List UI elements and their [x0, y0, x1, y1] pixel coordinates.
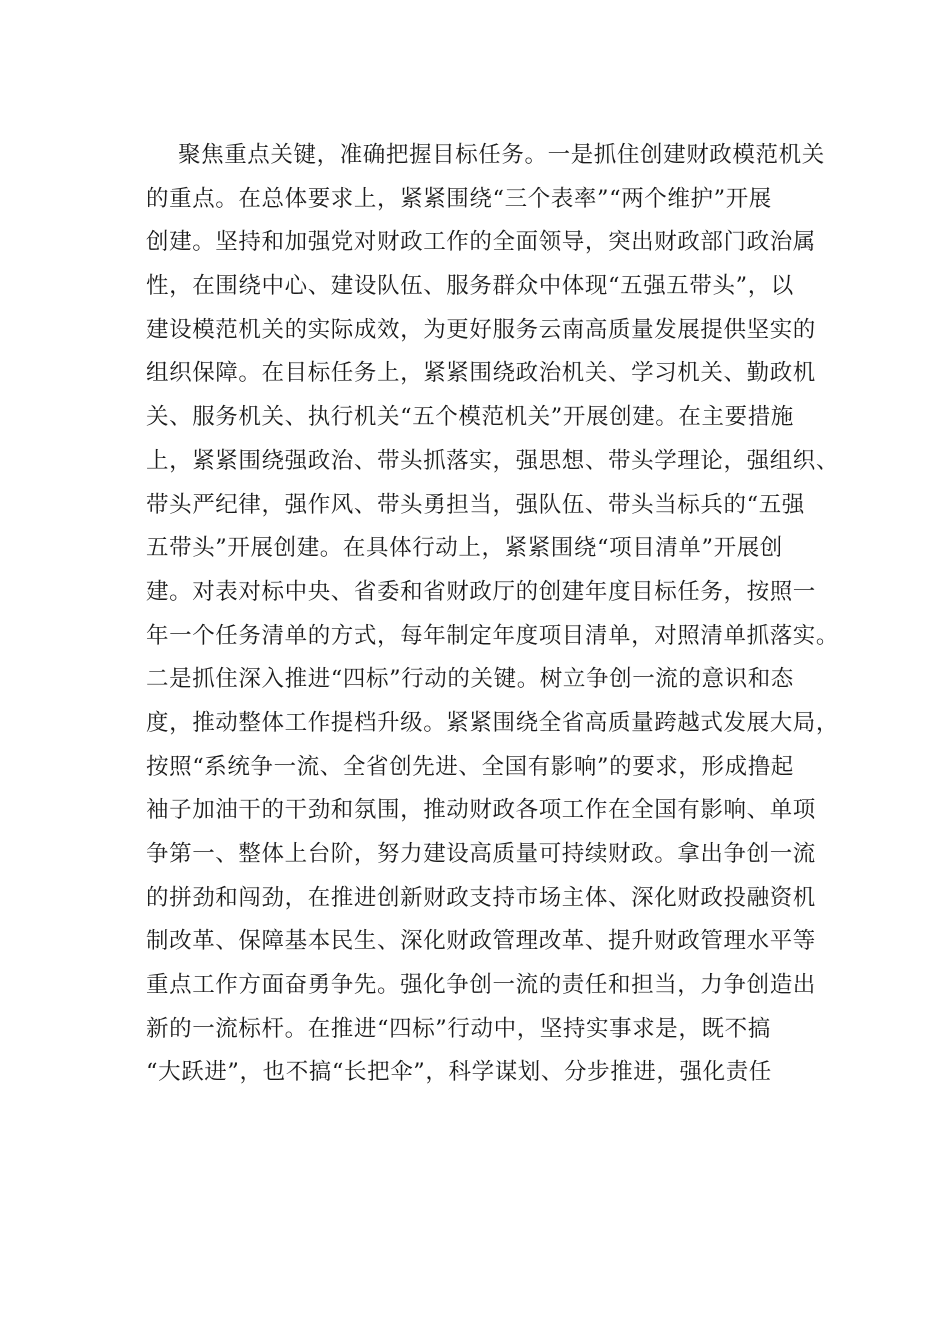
paragraph-line: 重点工作方面奋勇争先。强化争创一流的责任和担当，力争创造出	[146, 972, 816, 999]
paragraph-line: 新的一流标杆。在推进“四标”行动中，坚持实事求是，既不搞	[146, 1015, 771, 1042]
paragraph-line: 按照“系统争一流、全省创先进、全国有影响”的要求，形成撸起	[146, 753, 794, 780]
paragraph-line: 聚焦重点关键，准确把握目标任务。一是抓住创建财政模范机关	[178, 142, 825, 168]
paragraph-line: 年一个任务清单的方式，每年制定年度项目清单，对照清单抓落实。	[146, 622, 840, 649]
paragraph-line: 创建。坚持和加强党对财政工作的全面领导，突出财政部门政治属	[146, 229, 816, 256]
paragraph-line: 度，推动整体工作提档升级。紧紧围绕全省高质量跨越式发展大局，	[146, 709, 840, 736]
body-paragraph	[146, 134, 840, 1095]
paragraph-line: 二是抓住深入推进“四标”行动的关键。树立争创一流的意识和态	[146, 666, 794, 693]
paragraph-line: 性，在围绕中心、建设队伍、服务群众中体现“五强五带头”，以	[146, 273, 794, 300]
paragraph-line: 上，紧紧围绕强政治、带头抓落实，强思想、带头学理论，强组织、	[146, 447, 840, 474]
paragraph-line: 制改革、保障基本民生、深化财政管理改革、提升财政管理水平等	[146, 928, 816, 955]
paragraph-line: 建设模范机关的实际成效，为更好服务云南高质量发展提供坚实的	[146, 316, 816, 343]
paragraph-line: 争第一、整体上台阶，努力建设高质量可持续财政。拿出争创一流	[146, 841, 816, 867]
paragraph-line: 关、服务机关、执行机关“五个模范机关”开展创建。在主要措施	[146, 404, 794, 431]
paragraph-line: “大跃进”，也不搞“长把伞”，科学谋划、分步推进，强化责任	[146, 1059, 772, 1086]
paragraph-line: 带头严纪律，强作风、带头勇担当，强队伍、带头当标兵的“五强	[146, 491, 805, 518]
paragraph-line: 的拼劲和闯劲，在推进创新财政支持市场主体、深化财政投融资机	[146, 884, 816, 911]
paragraph-line: 组织保障。在目标任务上，紧紧围绕政治机关、学习机关、勤政机	[146, 360, 816, 387]
paragraph-line: 的重点。在总体要求上，紧紧围绕“三个表率”“两个维护”开展	[146, 185, 772, 212]
paragraph-line: 五带头”开展创建。在具体行动上，紧紧围绕“项目清单”开展创	[146, 535, 783, 562]
paragraph-line: 袖子加油干的干劲和氛围，推动财政各项工作在全国有影响、单项	[146, 797, 816, 824]
paragraph-line: 建。对表对标中央、省委和省财政厅的创建年度目标任务，按照一	[146, 578, 816, 605]
